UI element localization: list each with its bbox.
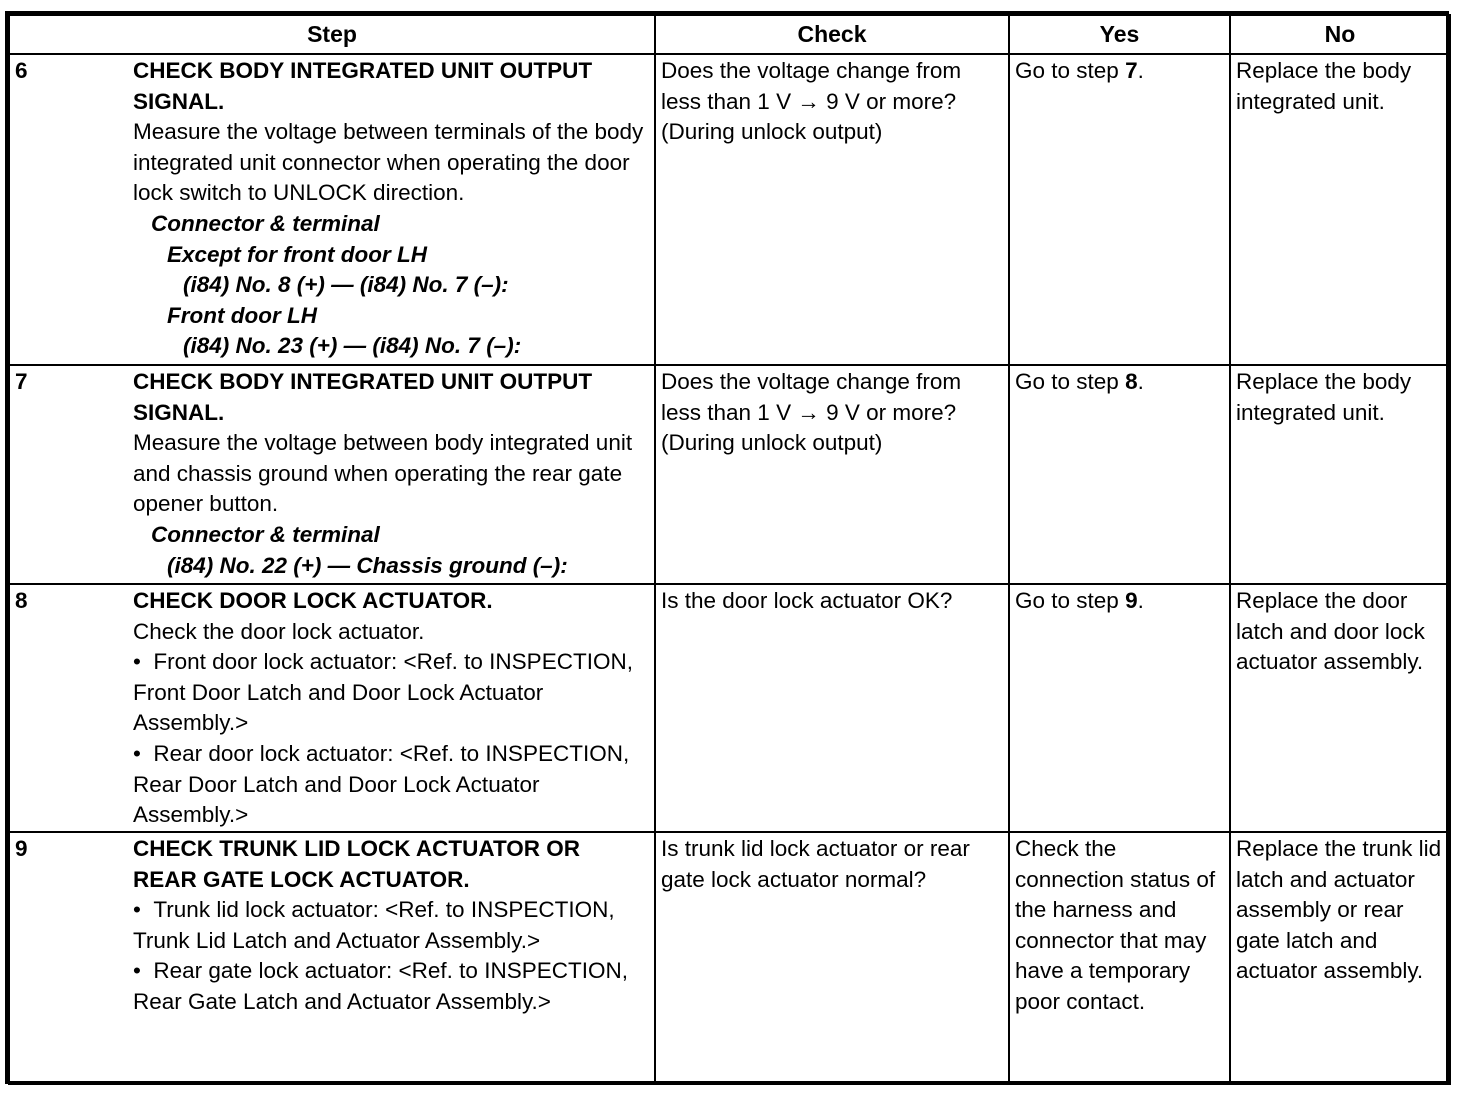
step-title: CHECK BODY INTEGRATED UNIT OUTPUT SIGNAL. bbox=[133, 369, 593, 425]
step-number: 8 bbox=[15, 588, 28, 613]
header-row bbox=[9, 15, 1450, 54]
connector-terminal-spec: (i84) No. 22 (+) — Chassis ground (–): bbox=[167, 552, 568, 578]
next-step-number: 7 bbox=[1125, 58, 1138, 83]
step-cell bbox=[9, 54, 655, 365]
no-cell: Replace the trunk lid latch and actuator assembly or rear gate latch and actuator assembly. bbox=[1230, 832, 1450, 1084]
table-row bbox=[9, 584, 1450, 832]
connector-terminal-spec: (i84) No. 23 (+) — (i84) No. 7 (–): bbox=[183, 333, 522, 359]
next-step-number: 8 bbox=[1125, 369, 1138, 394]
reference-bullet: • Rear door lock actuator: <Ref. to INSPECTION, Rear Door Latch and Door Lock Actuator Assembly.> bbox=[133, 739, 650, 831]
connector-terminal-label: Connector & terminal bbox=[151, 521, 380, 547]
step-description: Measure the voltage between terminals of the body integrated unit connector when operating the door lock switch to UNLOCK direction. bbox=[133, 119, 644, 206]
reference-bullet: • Front door lock actuator: <Ref. to INSPECTION, Front Door Latch and Door Lock Actuator Assembly.> bbox=[133, 647, 650, 739]
connector-terminal-label: Connector & terminal bbox=[151, 210, 380, 236]
no-cell: Replace the body integrated unit. bbox=[1230, 365, 1450, 584]
troubleshooting-table-page bbox=[5, 11, 1449, 1084]
header-yes: Yes bbox=[1009, 15, 1230, 54]
check-cell: Is the door lock actuator OK? bbox=[655, 584, 1009, 832]
header-check: Check bbox=[655, 15, 1009, 54]
step-cell bbox=[9, 832, 655, 1084]
step-title: CHECK DOOR LOCK ACTUATOR. bbox=[133, 588, 493, 613]
yes-text: Go to step bbox=[1015, 58, 1126, 83]
yes-cell bbox=[1009, 365, 1230, 584]
yes-cell: Check the connection status of the harness and connector that may have a temporary poor contact. bbox=[1009, 832, 1230, 1084]
yes-text-end: . bbox=[1137, 58, 1144, 83]
step-description: Check the door lock actuator. bbox=[133, 618, 425, 644]
check-cell: Does the voltage change from less than 1 V → 9 V or more? (During unlock output) bbox=[655, 365, 1009, 584]
step-number: 6 bbox=[15, 58, 28, 83]
yes-cell bbox=[1009, 54, 1230, 365]
yes-cell bbox=[1009, 584, 1230, 832]
connector-subheading: Except for front door LH bbox=[167, 241, 427, 267]
reference-bullet: • Rear gate lock actuator: <Ref. to INSPECTION, Rear Gate Latch and Actuator Assembly.> bbox=[133, 956, 650, 1017]
connector-terminal-spec: (i84) No. 8 (+) — (i84) No. 7 (–): bbox=[183, 272, 509, 298]
no-cell: Replace the body integrated unit. bbox=[1230, 54, 1450, 365]
yes-text-end: . bbox=[1137, 588, 1144, 613]
next-step-number: 9 bbox=[1125, 588, 1138, 613]
step-cell bbox=[9, 365, 655, 584]
step-number: 9 bbox=[15, 836, 28, 861]
header-no: No bbox=[1230, 15, 1450, 54]
connector-subheading: Front door LH bbox=[167, 302, 317, 328]
troubleshooting-table bbox=[8, 14, 1451, 1085]
step-number: 7 bbox=[15, 369, 28, 394]
yes-text: Go to step bbox=[1015, 588, 1126, 613]
step-title: CHECK BODY INTEGRATED UNIT OUTPUT SIGNAL. bbox=[133, 58, 593, 114]
step-cell bbox=[9, 584, 655, 832]
no-cell: Replace the door latch and door lock actuator assembly. bbox=[1230, 584, 1450, 832]
reference-bullet: • Trunk lid lock actuator: <Ref. to INSPECTION, Trunk Lid Latch and Actuator Assembly.> bbox=[133, 895, 650, 956]
check-cell: Is trunk lid lock actuator or rear gate lock actuator normal? bbox=[655, 832, 1009, 1084]
step-title: CHECK TRUNK LID LOCK ACTUATOR OR REAR GATE LOCK ACTUATOR. bbox=[133, 836, 581, 892]
check-cell: Does the voltage change from less than 1 V → 9 V or more? (During unlock output) bbox=[655, 54, 1009, 365]
yes-text-end: . bbox=[1137, 369, 1144, 394]
step-description: Measure the voltage between body integrated unit and chassis ground when operating the rear gate opener button. bbox=[133, 430, 633, 517]
table-row bbox=[9, 832, 1450, 1084]
yes-text: Go to step bbox=[1015, 369, 1126, 394]
header-step: Step bbox=[9, 15, 655, 54]
table-row bbox=[9, 365, 1450, 584]
table-row bbox=[9, 54, 1450, 365]
